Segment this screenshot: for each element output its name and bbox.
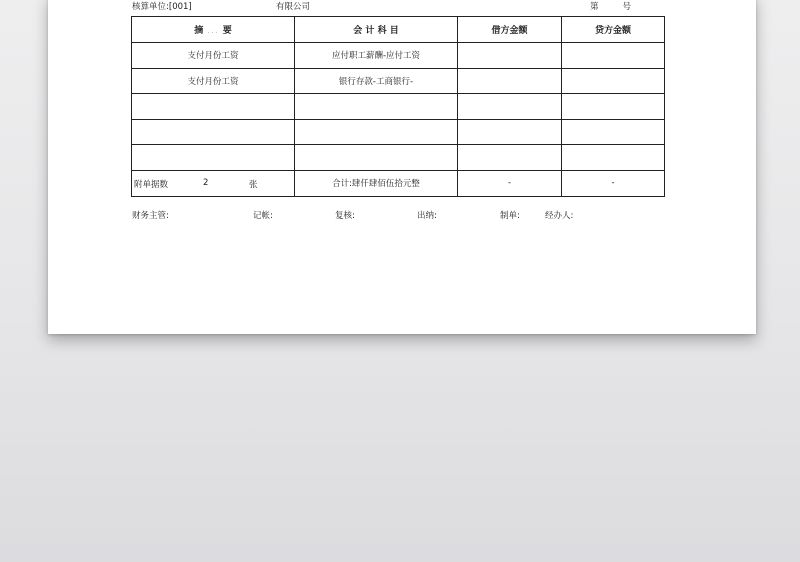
row-account: [295, 145, 458, 171]
row-credit: [562, 94, 665, 120]
credit-total: -: [562, 170, 665, 196]
row-debit: [458, 119, 562, 145]
table-row: [132, 145, 665, 171]
row-account: [295, 94, 458, 120]
preparer-label: 制单:: [500, 211, 520, 221]
row-debit: [458, 94, 562, 120]
voucher-number-suffix: 号: [622, 2, 632, 12]
finance-manager-label: 财务主管:: [132, 211, 169, 221]
attachment-unit: 张: [249, 179, 258, 190]
row-debit: [458, 68, 562, 94]
table-row: [132, 119, 665, 145]
col-credit: 贷方金额: [562, 17, 665, 43]
attachment-count: 2: [203, 177, 209, 188]
row-account: 银行存款-工商银行-: [295, 68, 458, 94]
row-account: 应付职工薪酬-应付工资: [295, 43, 458, 69]
attachment-label: 附单据数: [134, 179, 169, 190]
row-credit: [562, 145, 665, 171]
unit-code: [001]: [168, 2, 192, 12]
total-amount-words: 合计:肆仟肆佰伍拾元整: [295, 170, 458, 196]
row-credit: [562, 119, 665, 145]
col-summary: 摘 ... 要: [132, 17, 295, 43]
table-row: [132, 43, 665, 69]
row-summary: [132, 94, 295, 120]
company-name: 有限公司: [276, 2, 311, 12]
row-debit: [458, 43, 562, 69]
signature-line: [48, 209, 756, 223]
reviewer-label: 复核:: [335, 211, 355, 221]
table-header-row: [132, 17, 665, 43]
table-row: [132, 68, 665, 94]
col-account: 会 计 科 目: [295, 17, 458, 43]
row-credit: [562, 43, 665, 69]
row-account: [295, 119, 458, 145]
row-debit: [458, 145, 562, 171]
col-debit: 借方金额: [458, 17, 562, 43]
row-summary: 支付月份工资: [132, 68, 295, 94]
table-row: [132, 94, 665, 120]
voucher-number-label: 第: [590, 2, 599, 12]
total-row: [132, 170, 665, 196]
row-credit: [562, 68, 665, 94]
voucher-table: [131, 16, 665, 197]
handler-label: 经办人:: [545, 211, 574, 221]
voucher-header: [48, 0, 756, 14]
attachment-count-cell: [132, 170, 295, 196]
accounting-unit: [132, 0, 192, 14]
bookkeeper-label: 记帐:: [253, 211, 273, 221]
voucher-number: [590, 0, 631, 14]
cashier-label: 出纳:: [417, 211, 437, 221]
unit-label: 核算单位:: [132, 2, 169, 12]
row-summary: [132, 119, 295, 145]
row-summary: [132, 145, 295, 171]
debit-total: -: [458, 170, 562, 196]
row-summary: 支付月份工资: [132, 43, 295, 69]
voucher-paper: [48, 0, 756, 334]
